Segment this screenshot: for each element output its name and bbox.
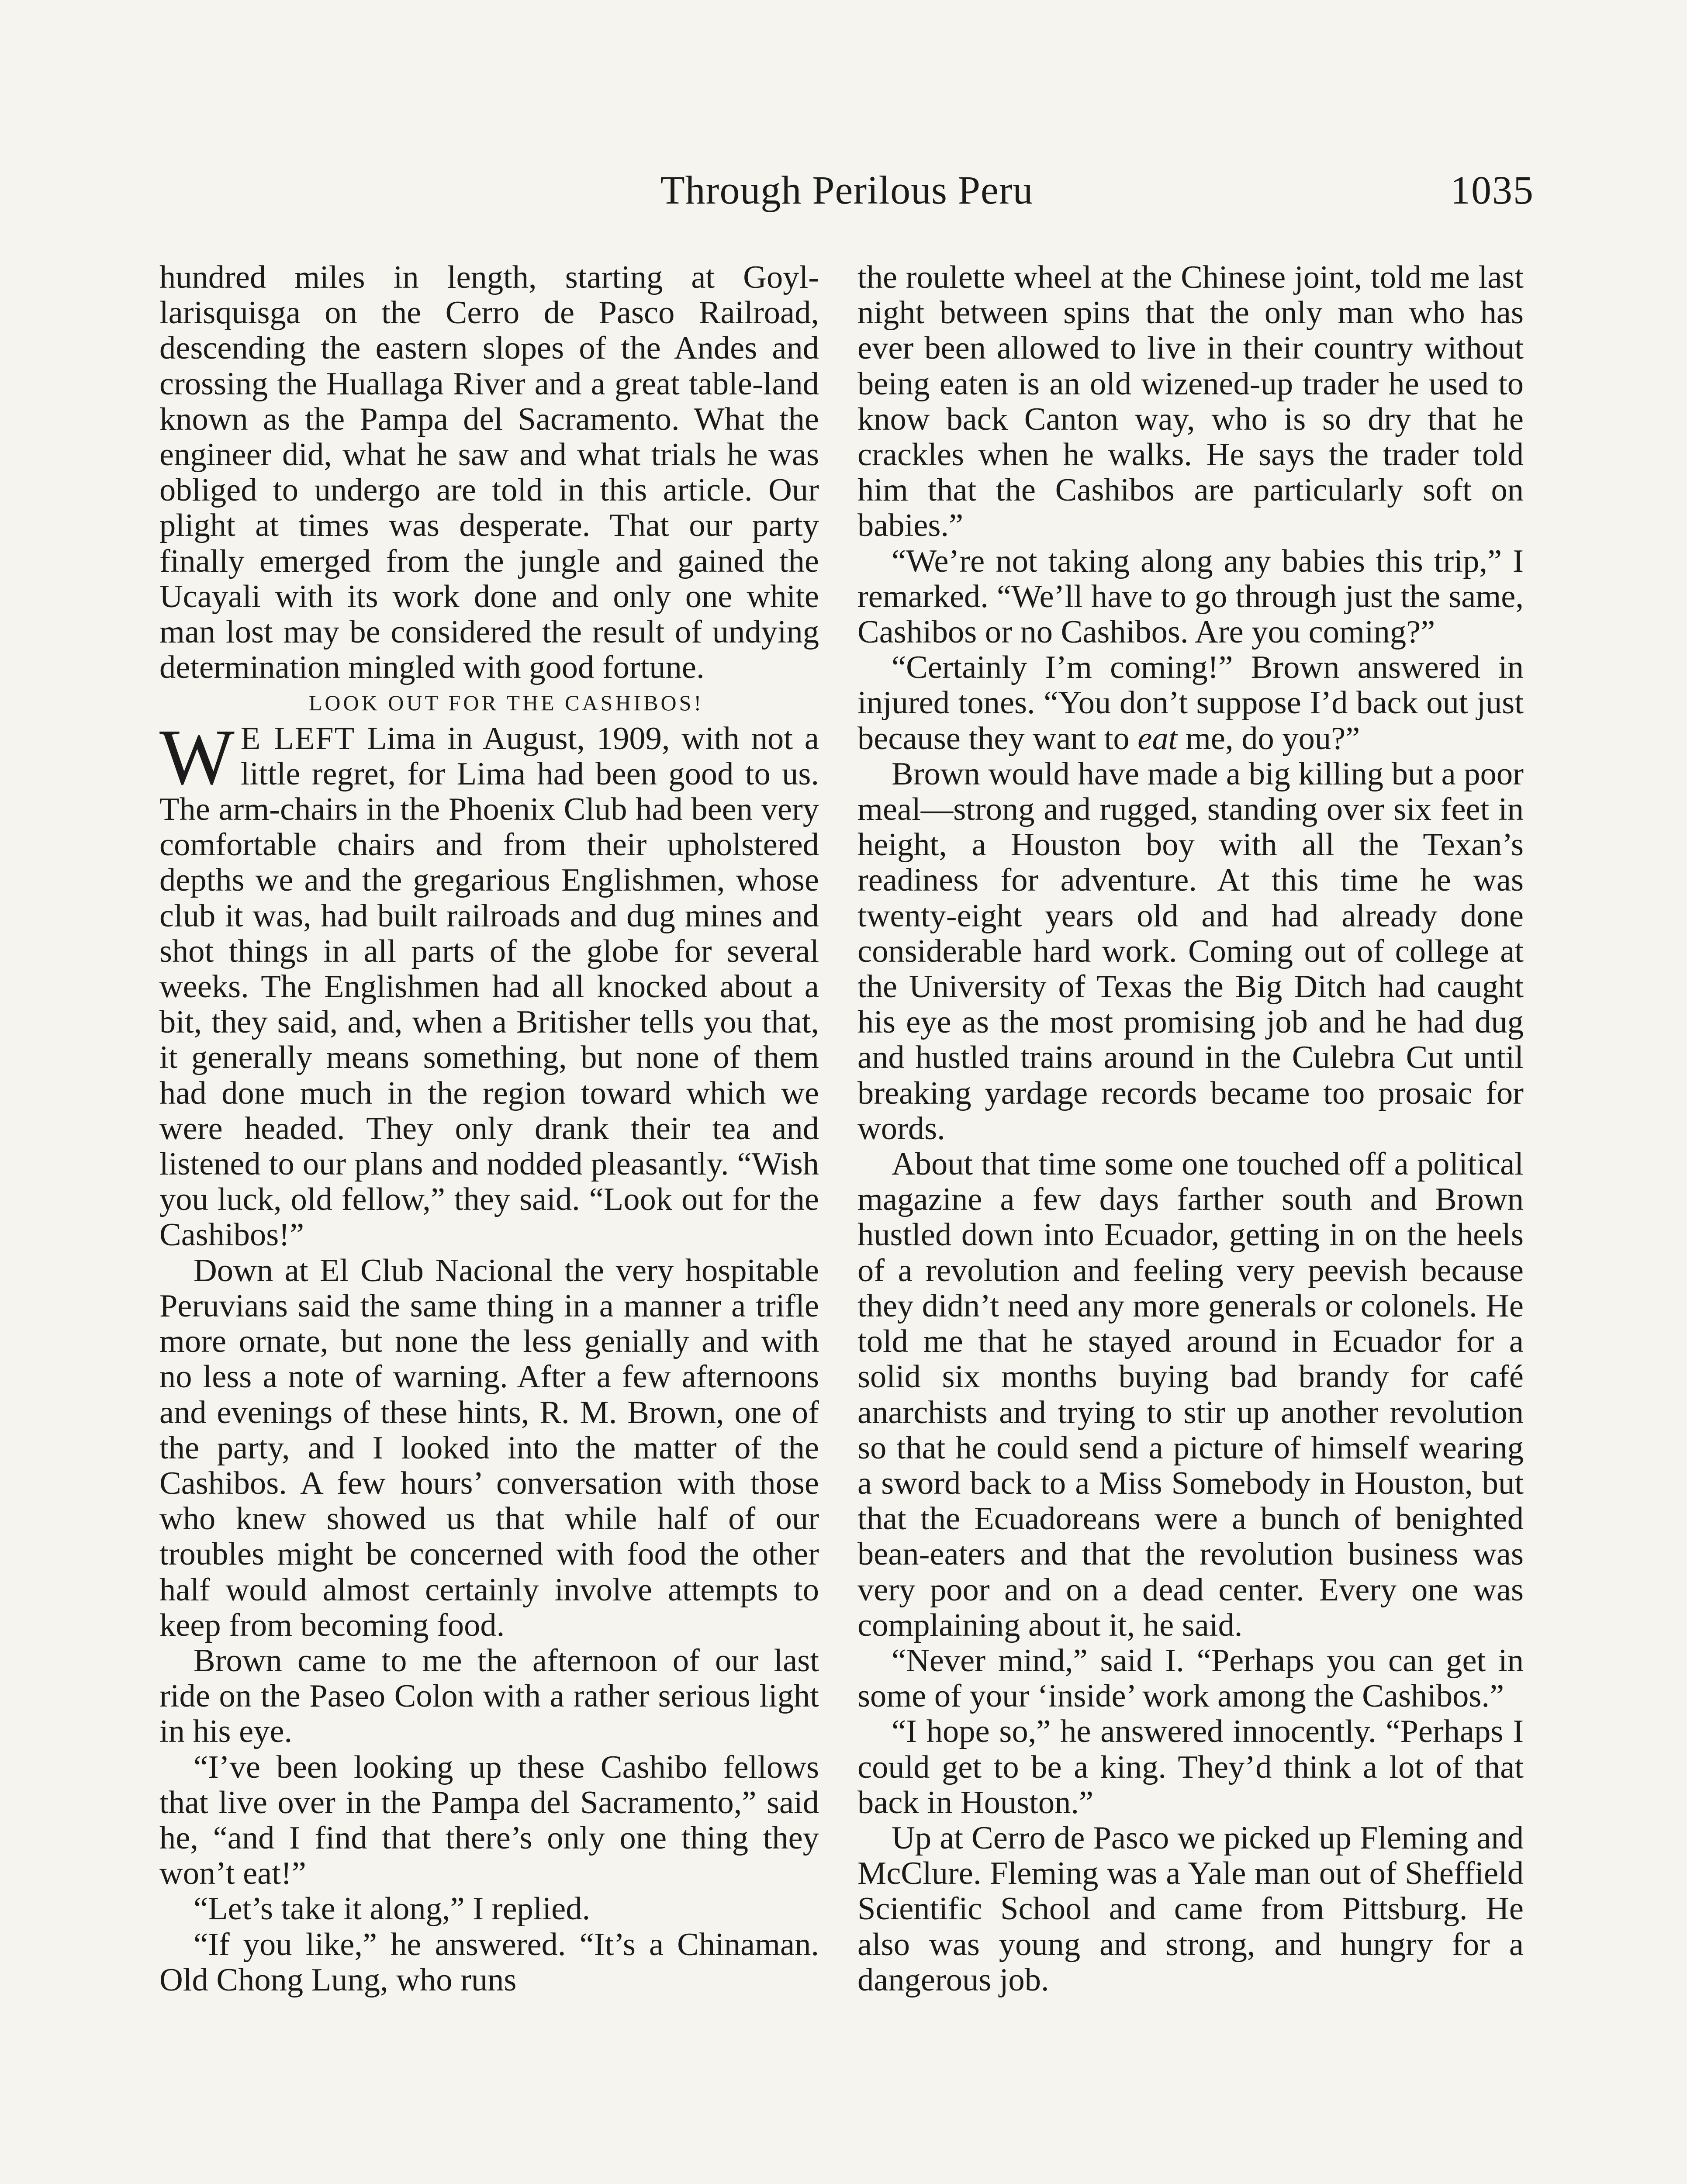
running-title: Through Perilous Peru <box>660 168 1034 212</box>
paragraph: the roulette wheel at the Chinese joint, told me last night between spins that the only man who has ever been allowed to live in their country without being eaten is an old wizened-up trader he used to know back Canton way, who is so dry that he crackles when he walks. He says the trader told him that the Cashibos are particularly soft on babies.” <box>857 259 1524 544</box>
paragraph: About that time some one touched off a political magazine a few days farther south and Brown hustled down into Ecuador, getting in on the heels of a revolution and feeling very peevish because they didn’t need any more generals or colonels. He told me that he stayed around in Ecuador for a solid six months buying bad brandy for café anarchists and trying to stir up another revolution so that he could send a picture of himself wearing a sword back to a Miss Somebody in Houston, but that the Ecuadoreans were a bunch of benighted bean-eaters and that the revolution business was very poor and on a dead center. Every one was complaining about it, he said. <box>857 1146 1524 1643</box>
paragraph <box>857 650 1524 757</box>
paragraph: Brown came to me the afternoon of our last ride on the Paseo Colon with a rather serious light in his eye. <box>159 1642 819 1750</box>
paragraph: “Never mind,” said I. “Perhaps you can get in some of your ‘inside’ work among the Cashibos.” <box>857 1642 1524 1714</box>
paragraph: “I hope so,” he answered innocently. “Perhaps I could get to be a king. They’d think a lot of that back in Houston.” <box>857 1714 1524 1821</box>
section-heading: LOOK OUT FOR THE CASHIBOS! <box>308 691 704 715</box>
paragraph-text: Lima in August, 1909, with not a little regret, for Lima had been good to us. The arm-chairs in the Phoenix Club had been very comfortable chairs and from their upholstered depths we and the gregarious Englishmen, whose club it was, had built railroads and dug mines and shot things in all parts of the globe for several weeks. The Englishmen had all knocked about a bit, they said, and, when a Britisher tells you that, it generally means something, but none of them had done much in the region toward which we were headed. They only drank their tea and listened to our plans and nodded pleasantly. “Wish you luck, old fellow,” they said. “Look out for the Cashibos!” <box>159 720 819 1253</box>
paragraph: Brown would have made a big killing but a poor meal—strong and rugged, standing over six feet in height, a Houston boy with all the Texan’s readiness for adventure. At this time he was twenty-eight years old and had already done considerable hard work. Coming out of college at the University of Texas the Big Ditch had caught his eye as the most promising job and he had dug and hustled trains around in the Culebra Cut until breaking yardage records became too prosaic for words. <box>857 756 1524 1147</box>
paragraph: Up at Cerro de Pasco we picked up Fleming and McClure. Fleming was a Yale man out of Sheffield Scientific School and came from Pittsburg. He also was young and strong, and hungry for a dangerous job. <box>857 1820 1524 1998</box>
page-number: 1035 <box>1450 168 1534 212</box>
paragraph-text: “Certainly I’m coming!” Brown answered in injured tones. “You don’t suppose I’d back out just because they want to <box>857 650 1524 757</box>
right-column <box>857 260 1524 1998</box>
paragraph: “We’re not taking along any babies this trip,” I remarked. “We’ll have to go through just the same, Cashibos or no Cashibos. Are you coming?” <box>857 543 1524 650</box>
paragraph: “Let’s take it along,” I replied. <box>194 1891 591 1927</box>
emphasis: eat <box>1137 720 1178 757</box>
paragraph-text: me, do you?” <box>1177 720 1360 757</box>
left-column <box>159 260 819 1998</box>
paragraph: “If you like,” he answered. “It’s a Chinaman. Old Chong Lung, who runs <box>159 1926 819 1998</box>
small-caps-lead: E LEFT <box>240 720 356 757</box>
paragraph: Down at El Club Nacional the very hospitable Peruvians said the same thing in a manner a trifle more ornate, but none the less genially and with no less a note of warning. After a few afternoons and evenings of these hints, R. M. Brown, one of the party, and I looked into the matter of the Cashibos. A few hours’ conversation with those who knew showed us that while half of our troubles might be concerned with food the other half would almost certainly involve attempts to keep from becoming food. <box>159 1252 819 1643</box>
paragraph-with-dropcap <box>159 713 819 1253</box>
running-header <box>159 167 1534 219</box>
paragraph: hundred miles in length, starting at Goyllarisquisga on the Cerro de Pasco Railroad, descending the eastern slopes of the Andes and crossing the Huallaga River and a great table-land known as the Pampa del Sacramento. What the engineer did, what he saw and what trials he was obliged to undergo are told in this article. Our plight at times was desperate. That our party finally emerged from the jungle and gained the Ucayali with its work done and only one white man lost may be considered the result of undying determination mingled with good fortune. <box>159 259 819 686</box>
paragraph: “I’ve been looking up these Cashibo fellows that live over in the Pampa del Sacramento,” said he, “and I find that there’s only one thing they won’t eat!” <box>159 1749 819 1892</box>
drop-cap: W <box>159 713 235 801</box>
